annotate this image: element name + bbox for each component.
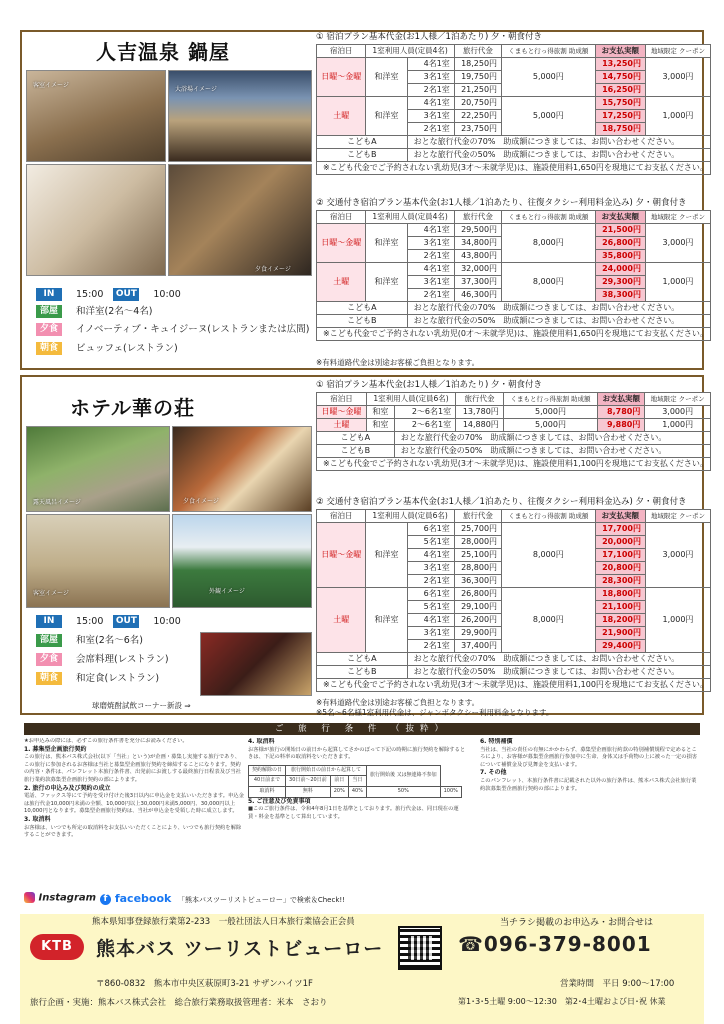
subsidy-cell: 5,000円 bbox=[502, 97, 596, 136]
occupancy-cell: 4名1室 bbox=[407, 549, 454, 562]
price-cell: 43,800円 bbox=[454, 250, 501, 263]
pay-cell: 21,500円 bbox=[595, 224, 645, 237]
col-header: くまもと行っ得旅割 助成額 bbox=[502, 510, 596, 523]
col-header: 旅行代金 bbox=[454, 45, 501, 58]
room-type-cell: 和洋室 bbox=[366, 523, 407, 588]
conditions-col-2: 4. 取消料 お客様が旅行の開始日の前日から起算してさかのぼって下記の時期に旅行契約を解除するときは、下記の料率の取消料をいただきます。 契約解除の日 旅行開始日の前日から起算して 旅行開始後 又は無連絡不参加 40日前まで 30日前～20日前 前日 当日 取消料 無料 20% 40% 50% 100% 5. ご注意及び免責事項 ■このご旅行条件は、令和4年8月1日を基準としております。旅行代金は、同日現在の運賃・料金を基準として算出しています。 bbox=[248, 738, 466, 820]
subsidy-cell: 8,000円 bbox=[502, 523, 596, 588]
pay-cell: 18,800円 bbox=[595, 588, 645, 601]
child-text: おとな旅行代金の70% 助成額につきましては、お問い合わせください。 bbox=[407, 302, 710, 315]
child-label: こどもA bbox=[317, 136, 408, 149]
pay-cell: 20,000円 bbox=[595, 536, 645, 549]
instagram-icon bbox=[24, 892, 35, 903]
table-row bbox=[317, 523, 711, 536]
col-header: 1室利用人員(定員4名) bbox=[366, 211, 454, 224]
pay-cell: 15,750円 bbox=[595, 97, 645, 110]
child-label: こどもA bbox=[317, 653, 408, 666]
table-title-hananosho-2: ② 交通付き宿泊プラン基本代金(お1人様／1泊あたり、往復タクシー利用料金込み) 夕・朝食付き bbox=[316, 497, 687, 507]
col-header: くまもと行っ得旅割 助成額 bbox=[502, 45, 596, 58]
table-row bbox=[317, 58, 711, 71]
price-table-hananosho-transport bbox=[316, 509, 711, 692]
day-cell: 日曜～金曜 bbox=[317, 58, 366, 97]
room-row-hananosho: 部屋 和室(2名～6名) bbox=[36, 634, 143, 647]
pay-cell: 29,300円 bbox=[595, 276, 645, 289]
saturday-hours: 第1･3･5土曜 9:00～12:30 第2･4土曜および日･祝 休業 bbox=[458, 997, 666, 1006]
search-callout: 「熊本バスツーリストビューロー」で検索＆Check!! bbox=[178, 896, 346, 904]
child-label: こどもB bbox=[317, 315, 408, 328]
col-header: 地域限定 クーポン bbox=[645, 393, 711, 406]
occupancy-cell: 2名1室 bbox=[407, 640, 454, 653]
price-cell: 34,800円 bbox=[454, 237, 501, 250]
facebook-icon: f bbox=[100, 894, 111, 905]
price-cell: 46,300円 bbox=[454, 289, 501, 302]
price-cell: 37,400円 bbox=[454, 640, 501, 653]
occupancy-cell: 3名1室 bbox=[407, 562, 454, 575]
child-text: おとな旅行代金の50% 助成額につきましては、お問い合わせください。 bbox=[407, 315, 710, 328]
child-row bbox=[317, 136, 711, 149]
jumbo-taxi-note: ※5名～6名様1室利用代金は、ジャンボタクシー利用料金となります。 bbox=[316, 708, 554, 717]
day-cell: 土曜 bbox=[317, 419, 367, 432]
facebook-link[interactable]: f facebook bbox=[100, 892, 171, 905]
price-cell: 14,880円 bbox=[456, 419, 504, 432]
occupancy-cell: 6名1室 bbox=[407, 523, 454, 536]
table-title-hananosho-1: ① 宿泊プラン基本代金(お1人様／1泊あたり) 夕・朝食付き bbox=[316, 380, 542, 390]
child-text: おとな旅行代金の50% 助成額につきましては、お問い合わせください。 bbox=[394, 445, 710, 458]
room-row-nabeya: 部屋 和洋室(2名～4名) bbox=[36, 305, 153, 318]
col-header: くまもと行っ得旅割 助成額 bbox=[503, 393, 597, 406]
price-cell: 36,300円 bbox=[454, 575, 501, 588]
price-table-nabeya-transport bbox=[316, 210, 711, 341]
room-type-cell: 和室 bbox=[366, 406, 394, 419]
occupancy-cell: 2名1室 bbox=[407, 250, 454, 263]
price-cell: 29,500円 bbox=[454, 224, 501, 237]
col-header: 1室利用人員(定員4名) bbox=[366, 45, 454, 58]
occupancy-cell: 4名1室 bbox=[407, 614, 454, 627]
occupancy-cell: 2～6名1室 bbox=[394, 419, 455, 432]
price-cell: 21,250円 bbox=[454, 84, 501, 97]
occupancy-cell: 2～6名1室 bbox=[394, 406, 455, 419]
subsidy-cell: 8,000円 bbox=[502, 263, 596, 302]
price-cell: 13,780円 bbox=[456, 406, 504, 419]
price-cell: 18,250円 bbox=[454, 58, 501, 71]
pay-cell: 29,400円 bbox=[595, 640, 645, 653]
table-row bbox=[317, 588, 711, 601]
table-title-nabeya-2: ② 交通付き宿泊プラン基本代金(お1人様／1泊あたり、往復タクシー利用料金込み) 夕・朝食付き bbox=[316, 198, 687, 208]
table-header-row bbox=[317, 45, 711, 58]
photo-hananosho-shochu bbox=[200, 632, 312, 696]
occupancy-cell: 3名1室 bbox=[407, 276, 454, 289]
pay-cell: 18,750円 bbox=[595, 123, 645, 136]
occupancy-cell: 3名1室 bbox=[407, 71, 454, 84]
col-header: くまもと行っ得旅割 助成額 bbox=[502, 211, 596, 224]
day-cell: 土曜 bbox=[317, 263, 366, 302]
pay-cell: 24,000円 bbox=[595, 263, 645, 276]
col-header: 旅行代金 bbox=[454, 211, 501, 224]
photo-hananosho-onsen: 露天風呂イメージ bbox=[26, 426, 170, 512]
col-header: お支払実額 bbox=[598, 393, 645, 406]
pay-cell: 14,750円 bbox=[595, 71, 645, 84]
qr-code[interactable] bbox=[398, 926, 442, 970]
child-label: こどもA bbox=[317, 432, 395, 445]
price-cell: 28,800円 bbox=[454, 562, 501, 575]
price-cell: 19,750円 bbox=[454, 71, 501, 84]
price-cell: 20,750円 bbox=[454, 97, 501, 110]
pay-cell: 35,800円 bbox=[595, 250, 645, 263]
occupancy-cell: 4名1室 bbox=[407, 224, 454, 237]
subsidy-cell: 8,000円 bbox=[502, 588, 596, 653]
checkin-row-hananosho: IN 15:00 OUT 10:00 bbox=[36, 615, 181, 628]
occupancy-cell: 3名1室 bbox=[407, 237, 454, 250]
room-type-cell: 和洋室 bbox=[366, 97, 407, 136]
child-label: こどもB bbox=[317, 445, 395, 458]
photo-nabeya-dinner bbox=[26, 164, 166, 276]
occupancy-cell: 5名1室 bbox=[407, 601, 454, 614]
photo-hananosho-room: 客室イメージ bbox=[26, 514, 170, 608]
subsidy-cell: 8,000円 bbox=[502, 224, 596, 263]
child-text: おとな旅行代金の70% 助成額につきましては、お問い合わせください。 bbox=[407, 653, 710, 666]
infant-row bbox=[317, 162, 711, 175]
occupancy-cell: 2名1室 bbox=[407, 123, 454, 136]
child-label: こどもB bbox=[317, 149, 408, 162]
day-cell: 日曜～金曜 bbox=[317, 406, 367, 419]
col-header: 旅行代金 bbox=[454, 510, 501, 523]
infant-row bbox=[317, 328, 711, 341]
price-cell: 29,900円 bbox=[454, 627, 501, 640]
occupancy-cell: 3名1室 bbox=[407, 110, 454, 123]
occupancy-cell: 4名1室 bbox=[407, 263, 454, 276]
infant-note: ※こども代金でご予約されない乳幼児(3才～未就学児)は、施設使用料1,650円を現地にてお支払ください。 bbox=[317, 162, 711, 175]
photo-hananosho-dinner: 夕食イメージ bbox=[172, 426, 312, 512]
day-cell: 土曜 bbox=[317, 588, 366, 653]
child-text: おとな旅行代金の50% 助成額につきましては、お問い合わせください。 bbox=[407, 149, 710, 162]
col-header: 宿泊日 bbox=[317, 45, 366, 58]
instagram-link[interactable]: Instagram bbox=[24, 892, 96, 904]
price-table-hananosho-basic bbox=[316, 392, 711, 471]
child-row bbox=[317, 653, 711, 666]
col-header: お支払実額 bbox=[595, 45, 645, 58]
table-row bbox=[317, 406, 711, 419]
occupancy-cell: 4名1室 bbox=[407, 58, 454, 71]
col-header: 宿泊日 bbox=[317, 211, 366, 224]
occupancy-cell: 6名1室 bbox=[407, 588, 454, 601]
price-table-nabeya-basic bbox=[316, 44, 711, 175]
table-header-row bbox=[317, 211, 711, 224]
child-row bbox=[317, 315, 711, 328]
room-type-cell: 和洋室 bbox=[366, 263, 407, 302]
pay-cell: 13,250円 bbox=[595, 58, 645, 71]
col-header: 地域限定 クーポン bbox=[645, 211, 710, 224]
col-header: 1室利用人員(定員6名) bbox=[366, 393, 455, 406]
col-header: 宿泊日 bbox=[317, 393, 367, 406]
occupancy-cell: 2名1室 bbox=[407, 84, 454, 97]
company-name: 熊本バス ツーリストビューロー bbox=[96, 938, 384, 960]
child-text: おとな旅行代金の70% 助成額につきましては、お問い合わせください。 bbox=[407, 136, 710, 149]
child-row bbox=[317, 666, 711, 679]
contact-title: 当チラシ掲載のお申込み・お問合せは bbox=[500, 918, 654, 928]
coupon-cell: 1,000円 bbox=[645, 588, 710, 653]
col-header: 地域限定 クーポン bbox=[645, 45, 710, 58]
coupon-cell: 3,000円 bbox=[645, 224, 710, 263]
planner: 旅行企画・実施：熊本バス株式会社 総合旅行業務取扱管理者：米本 さおり bbox=[30, 998, 328, 1008]
pay-cell: 28,300円 bbox=[595, 575, 645, 588]
price-cell: 22,250円 bbox=[454, 110, 501, 123]
toll-note-nabeya: ※有料道路代金は別途お客様ご負担となります。 bbox=[316, 358, 480, 367]
coupon-cell: 1,000円 bbox=[645, 419, 711, 432]
price-cell: 26,200円 bbox=[454, 614, 501, 627]
occupancy-cell: 2名1室 bbox=[407, 289, 454, 302]
coupon-cell: 3,000円 bbox=[645, 406, 711, 419]
col-header: 地域限定 クーポン bbox=[645, 510, 710, 523]
col-header: 宿泊日 bbox=[317, 510, 366, 523]
infant-note: ※こども代金でご予約されない乳幼児(3才～未就学児)は、施設使用料1,100円を現地にてお支払ください。 bbox=[317, 679, 711, 692]
child-row bbox=[317, 432, 711, 445]
room-type-cell: 和洋室 bbox=[366, 58, 407, 97]
coupon-cell: 3,000円 bbox=[645, 523, 710, 588]
child-label: こどもB bbox=[317, 666, 408, 679]
pay-cell: 9,880円 bbox=[598, 419, 645, 432]
infant-row bbox=[317, 679, 711, 692]
col-header: 1室利用人員(定員6名) bbox=[366, 510, 454, 523]
shochu-corner-label: 球磨焼酎試飲コーナー新設 ⇒ bbox=[92, 701, 191, 710]
pay-cell: 21,900円 bbox=[595, 627, 645, 640]
room-type-cell: 和室 bbox=[366, 419, 394, 432]
col-header: お支払実額 bbox=[595, 211, 645, 224]
occupancy-cell: 5名1室 bbox=[407, 536, 454, 549]
occupancy-cell: 3名1室 bbox=[407, 627, 454, 640]
occupancy-cell: 4名1室 bbox=[407, 97, 454, 110]
infant-note: ※こども代金でご予約されない乳幼児(0才～未就学児)は、施設使用料1,650円を現地にてお支払ください。 bbox=[317, 328, 711, 341]
col-header: お支払実額 bbox=[595, 510, 645, 523]
child-row bbox=[317, 149, 711, 162]
pay-cell: 17,250円 bbox=[595, 110, 645, 123]
table-header-row bbox=[317, 393, 711, 406]
table-row bbox=[317, 263, 711, 276]
price-cell: 37,300円 bbox=[454, 276, 501, 289]
price-cell: 32,000円 bbox=[454, 263, 501, 276]
infant-note: ※こども代金でご予約されない乳幼児(3才～未就学児)は、施設使用料1,100円を現地にてお支払ください。 bbox=[317, 458, 711, 471]
coupon-cell: 1,000円 bbox=[645, 263, 710, 302]
toll-note-hananosho: ※有料道路代金は別途お客様ご負担となります。 bbox=[316, 698, 480, 707]
photo-nabeya-bath: 大浴場イメージ bbox=[168, 70, 312, 162]
infant-row bbox=[317, 458, 711, 471]
photo-nabeya-lounge: 夕食イメージ bbox=[168, 164, 312, 276]
registration-text: 熊本県知事登録旅行業第2-233 一般社団法人日本旅行業協会正会員 bbox=[92, 917, 355, 927]
phone-number[interactable]: ☎096-379-8001 bbox=[458, 932, 652, 956]
ktb-logo: KTB bbox=[30, 934, 84, 960]
price-cell: 28,000円 bbox=[454, 536, 501, 549]
business-hours: 営業時間 平日 9:00～17:00 bbox=[560, 979, 675, 989]
coupon-cell: 1,000円 bbox=[645, 97, 710, 136]
pay-cell: 17,100円 bbox=[595, 549, 645, 562]
pay-cell: 17,700円 bbox=[595, 523, 645, 536]
price-cell: 26,800円 bbox=[454, 588, 501, 601]
dinner-row-hananosho: 夕食 会席料理(レストラン) bbox=[36, 653, 169, 666]
conditions-col-3: 6. 特別補償 当社は、当社の責任の有無にかかわらず、募集型企画旅行約款の特別補償規程で定めるところにより、お客様が募集型企画旅行参加中に生命、身体又は手荷物の上に被った一定の損害について補償金及び見舞金を支払います。 7. その他 このパンフレット、本旅行条件書に記載された以外の旅行条件は、熊本バス株式会社旅行業約款募集型企画旅行契約の部によります。 bbox=[480, 738, 698, 792]
subsidy-cell: 5,000円 bbox=[503, 406, 597, 419]
child-label: こどもA bbox=[317, 302, 408, 315]
photo-nabeya-room: 客室イメージ bbox=[26, 70, 166, 162]
day-cell: 土曜 bbox=[317, 97, 366, 136]
pay-cell: 16,250円 bbox=[595, 84, 645, 97]
table-row bbox=[317, 419, 711, 432]
table-title-nabeya-1: ① 宿泊プラン基本代金(お1人様／1泊あたり) 夕・朝食付き bbox=[316, 32, 542, 42]
dinner-row-nabeya: 夕食 イノベーティブ・キュイジーヌ(レストランまたは広間) bbox=[36, 323, 309, 336]
hotel-title-hananosho: ホテル華の荘 bbox=[70, 396, 195, 420]
table-row bbox=[317, 97, 711, 110]
breakfast-row-nabeya: 朝食 ビュッフェ(レストラン) bbox=[36, 342, 178, 355]
price-cell: 29,100円 bbox=[454, 601, 501, 614]
occupancy-cell: 2名1室 bbox=[407, 575, 454, 588]
address: 〒860-0832 熊本市中央区萩原町3-21 サザンハイツ1F bbox=[96, 979, 313, 989]
price-cell: 25,700円 bbox=[454, 523, 501, 536]
pay-cell: 18,200円 bbox=[595, 614, 645, 627]
pay-cell: 38,300円 bbox=[595, 289, 645, 302]
child-text: おとな旅行代金の50% 助成額につきましては、お問い合わせください。 bbox=[407, 666, 710, 679]
hotel-title-nabeya: 人吉温泉 鍋屋 bbox=[96, 40, 230, 64]
cancel-fee-table: 契約解除の日 旅行開始日の前日から起算して 旅行開始後 又は無連絡不参加 40日前まで 30日前～20日前 前日 当日 取消料 無料 20% 40% 50% 100% bbox=[248, 765, 462, 798]
pay-cell: 20,800円 bbox=[595, 562, 645, 575]
child-text: おとな旅行代金の70% 助成額につきましては、お問い合わせください。 bbox=[394, 432, 710, 445]
subsidy-cell: 5,000円 bbox=[502, 58, 596, 97]
price-cell: 25,100円 bbox=[454, 549, 501, 562]
child-row bbox=[317, 445, 711, 458]
pay-cell: 26,800円 bbox=[595, 237, 645, 250]
conditions-header: ご 旅 行 条 件 （抜粋） bbox=[24, 723, 700, 735]
table-row bbox=[317, 224, 711, 237]
room-type-cell: 和洋室 bbox=[366, 224, 407, 263]
price-cell: 23,750円 bbox=[454, 123, 501, 136]
day-cell: 日曜～金曜 bbox=[317, 523, 366, 588]
coupon-cell: 3,000円 bbox=[645, 58, 710, 97]
table-header-row bbox=[317, 510, 711, 523]
subsidy-cell: 5,000円 bbox=[503, 419, 597, 432]
pay-cell: 8,780円 bbox=[598, 406, 645, 419]
day-cell: 日曜～金曜 bbox=[317, 224, 366, 263]
photo-hananosho-exterior: 外観イメージ bbox=[172, 514, 312, 608]
conditions-col-1: ★お申込みの際には、必ずこの旅行条件書を充分にお読みください。 1. 募集型企画旅行契約 この旅行は、熊本バス株式会社(以下「当社」という)が企画・募集し実施する旅行であり、この旅行に参加されるお客様は当社と募集型企画旅行契約を締結することになります。契約の内容・条件は、パンフレット本旅行条件書、出発前にお渡しする最終旅行日程表及び当社旅行業約款募集型企画旅行契約の部によります。 2. 旅行の申込み及び契約の成立 電話、ファックス等にて予約を受け付けた後3日以内に申込金を支払いいただきます。申込金は旅行代金10,000円未満の全額、10,000円以上30,000円未満5,000円、30,000円以上10,000円となります。募集型企画旅行契約は、当社が申込金を受領した時に成立します。 3. 取消料 お客様は、いつでも所定の取消料をお支払いいただくことにより、いつでも旅行契約を解除することができます。 bbox=[24, 738, 244, 839]
breakfast-row-hananosho: 朝食 和定食(レストラン) bbox=[36, 672, 159, 685]
room-type-cell: 和洋室 bbox=[366, 588, 407, 653]
child-row bbox=[317, 302, 711, 315]
col-header: 旅行代金 bbox=[456, 393, 504, 406]
pay-cell: 21,100円 bbox=[595, 601, 645, 614]
checkin-row-nabeya: IN 15:00 OUT 10:00 bbox=[36, 288, 181, 301]
